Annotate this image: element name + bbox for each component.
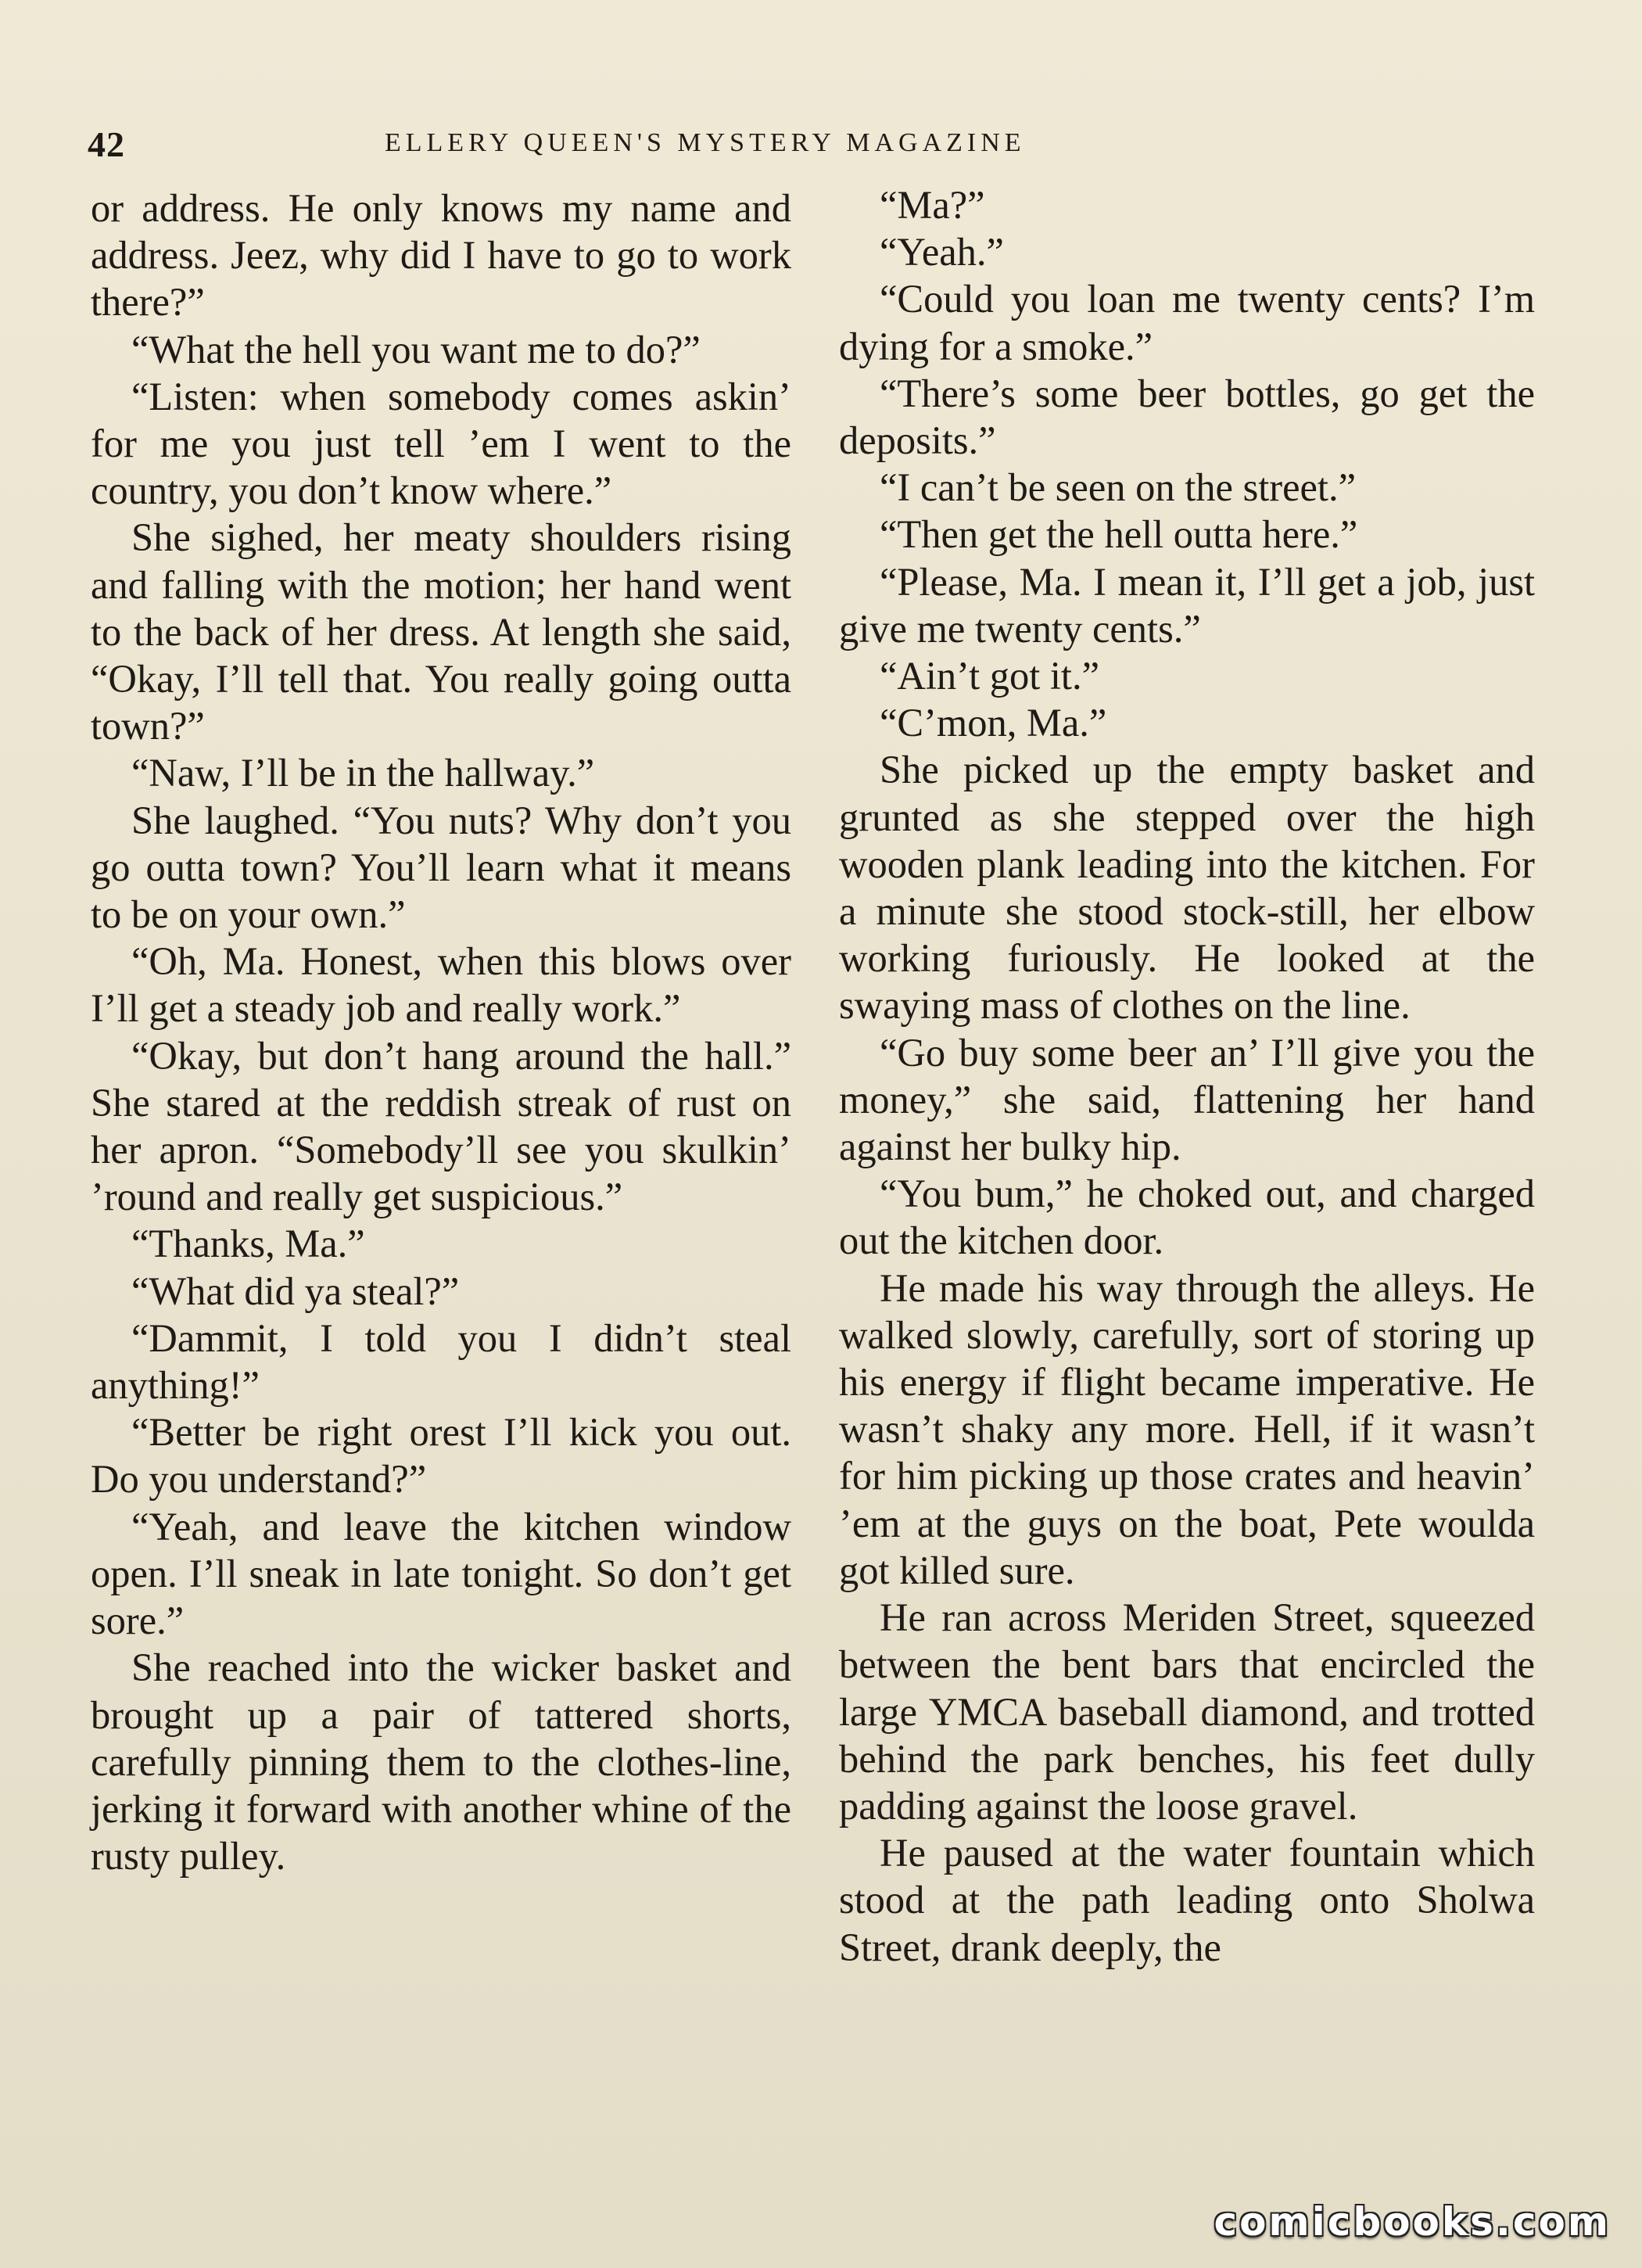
paragraph: “Yeah.” [880, 230, 1004, 275]
paragraph: “Ain’t got it.” [880, 654, 1099, 698]
watermark: comicbooks.com [1214, 2199, 1611, 2245]
paragraph: “What did ya steal?” [131, 1269, 460, 1313]
paragraph: She sighed, her meaty shoulders rising and falling with the motion; her hand went to the back of her dress. At length she said, “Okay, I’ll tell that. You really going outta town?” [91, 515, 791, 748]
paragraph: He made his way through the alleys. He walked slowly, carefully, sort of storing up his energy if flight became imperative. He wasn’t shaky any more. Hell, if it wasn’t for him picking up those crates and heavin’ ’em at the guys on the boat, Pete woulda got killed sure. [839, 1265, 1535, 1592]
paragraph: “What the hell you want me to do?” [131, 327, 701, 371]
paragraph: “Go buy some beer an’ I’ll give you the money,” she said, flattening her hand against her bulky hip. [839, 1030, 1535, 1169]
paragraph: She laughed. “You nuts? Why don’t you go outta town? You’ll learn what it means to be on your own.” [91, 798, 791, 937]
paragraph: “Yeah, and leave the kitchen window open. I’ll sneak in late tonight. So don’t get sore.” [91, 1504, 791, 1643]
paragraph: or address. He only knows my name and address. Jeez, why did I have to go to work there?” [91, 186, 791, 325]
left-column [91, 185, 791, 1879]
running-head [88, 124, 1534, 163]
paragraph: “C’mon, Ma.” [880, 701, 1107, 745]
right-column [839, 181, 1535, 1971]
paragraph: She picked up the empty basket and grunted as she stepped over the high wooden plank leading into the kitchen. For a minute she stood stock-still, her elbow working furiously. He looked at the swaying mass of clothes on the line. [839, 748, 1535, 1028]
paragraph: He paused at the water fountain which stood at the path leading onto Sholwa Street, drank deeply, the [839, 1831, 1535, 1969]
paragraph: “Thanks, Ma.” [131, 1222, 365, 1266]
paragraph: “I can’t be seen on the street.” [880, 465, 1356, 510]
paragraph: “Better be right orest I’ll kick you out. Do you understand?” [91, 1410, 791, 1502]
paragraph: “There’s some beer bottles, go get the deposits.” [839, 371, 1535, 463]
paragraph: “Listen: when somebody comes askin’ for me you just tell ’em I went to the country, you don’t know where.” [91, 374, 791, 513]
paragraph: “Please, Ma. I mean it, I’ll get a job, just give me twenty cents.” [839, 559, 1535, 651]
paragraph: She reached into the wicker basket and brought up a pair of tattered shorts, carefully pinning them to the clothes-line, jerking it forward with another whine of the rusty pulley. [91, 1645, 791, 1879]
paragraph: He ran across Meriden Street, squeezed between the bent bars that encircled the large YMCA baseball diamond, and trotted behind the park benches, his feet dully padding against the loose gravel. [839, 1595, 1535, 1828]
paragraph: “Then get the hell outta here.” [880, 512, 1358, 557]
running-title: ELLERY QUEEN'S MYSTERY MAGAZINE [385, 128, 1026, 157]
paragraph: “Naw, I’ll be in the hallway.” [131, 751, 595, 795]
paragraph: “Dammit, I told you I didn’t steal anything!” [91, 1315, 791, 1408]
paragraph: “Okay, but don’t hang around the hall.” She stared at the reddish streak of rust on her apron. “Somebody’ll see you skulkin’ ’round and really get suspicious.” [91, 1033, 791, 1219]
paragraph: “Could you loan me twenty cents? I’m dying for a smoke.” [839, 277, 1535, 368]
page-number: 42 [88, 124, 125, 164]
paragraph: “Ma?” [880, 183, 985, 227]
paragraph: “Oh, Ma. Honest, when this blows over I’ll get a steady job and really work.” [91, 939, 791, 1031]
paragraph: “You bum,” he choked out, and charged out the kitchen door. [839, 1172, 1535, 1263]
